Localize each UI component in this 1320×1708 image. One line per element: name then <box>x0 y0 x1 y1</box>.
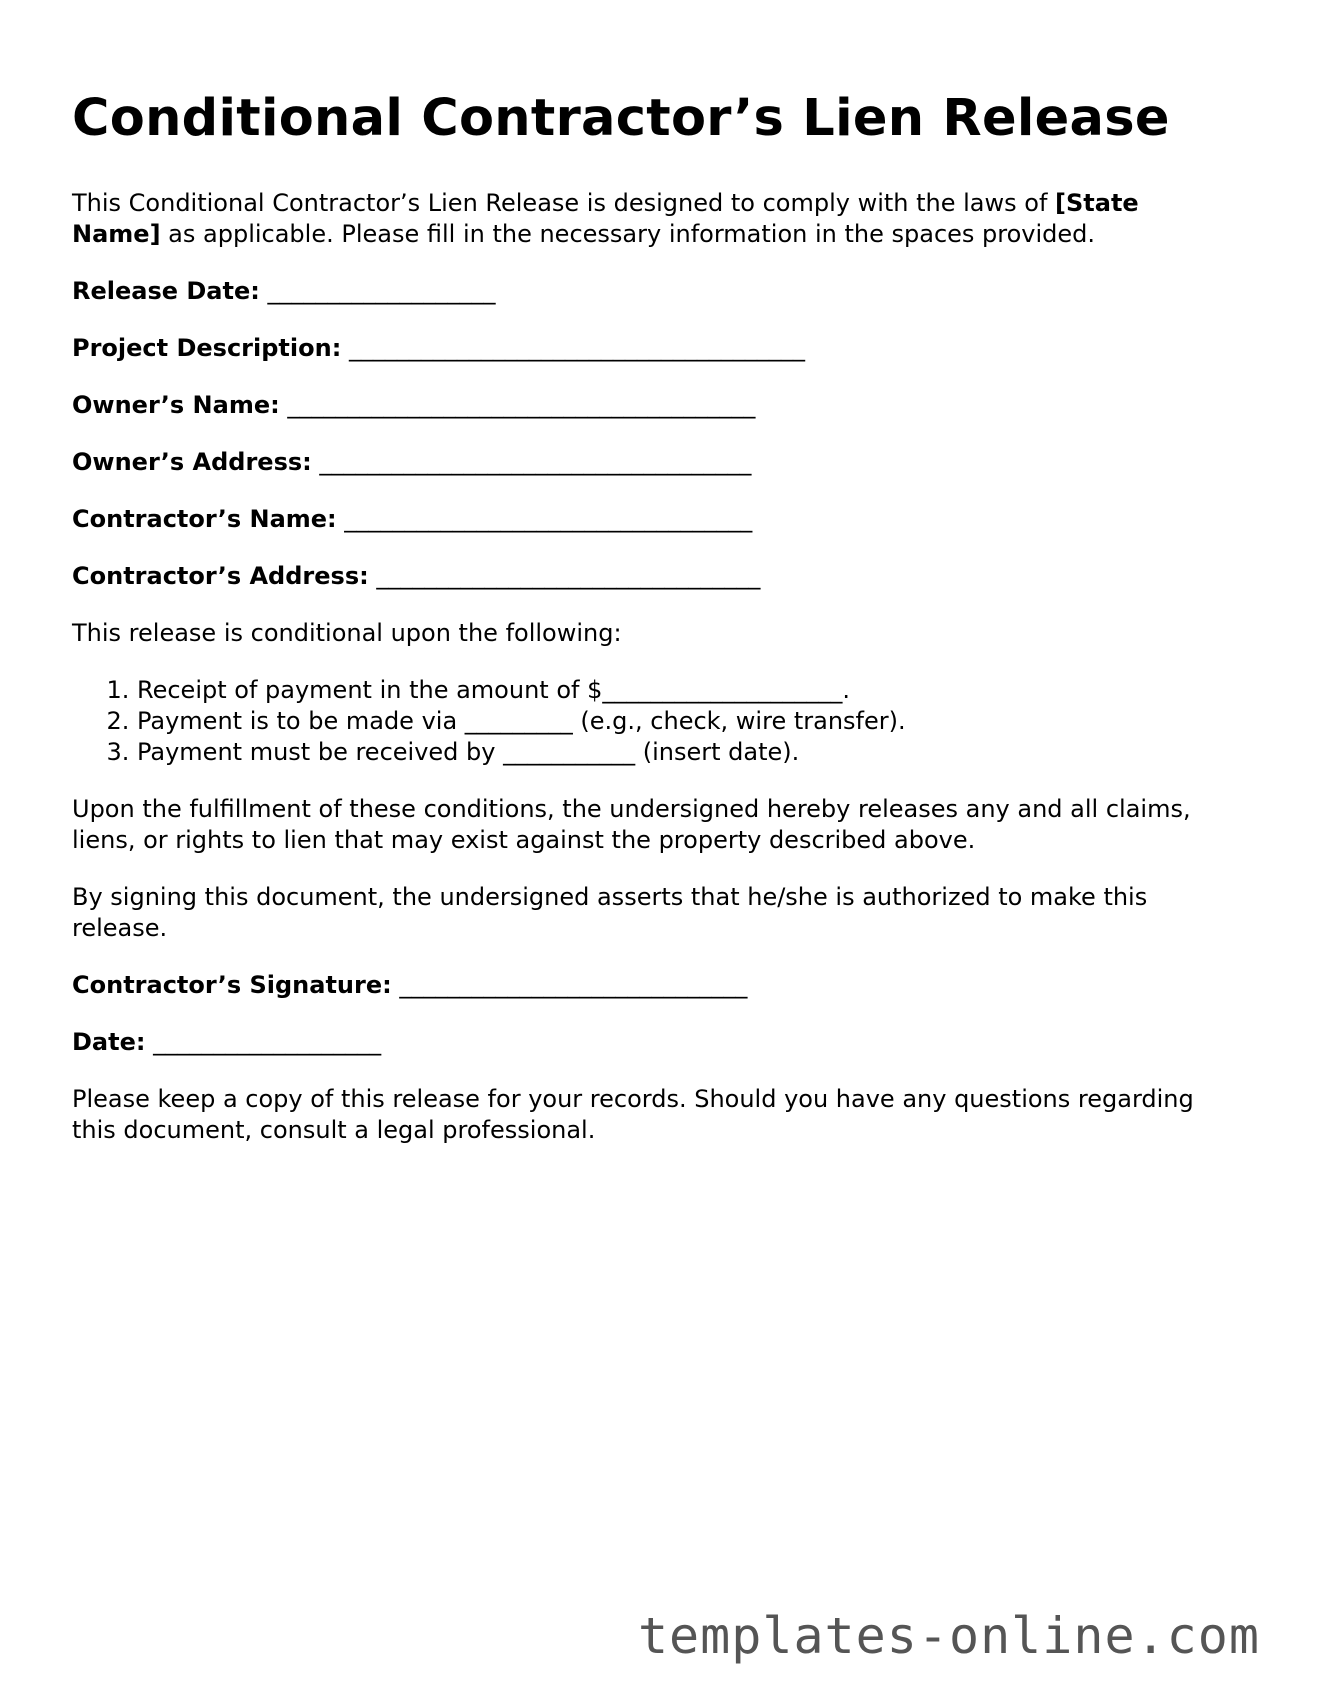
conditions-list <box>72 675 1232 768</box>
closing-paragraph: Please keep a copy of this release for your records. Should you have any questions regarding this document, consult a legal professional. <box>72 1085 1194 1144</box>
signature-date-blank: ___________________ <box>153 1028 382 1056</box>
intro-text-after: as applicable. Please fill in the necessary information in the spaces provided. <box>160 220 1096 248</box>
owner-name-field <box>72 390 1232 421</box>
authorization-paragraph: By signing this document, the undersigned asserts that he/she is authorized to make this release. <box>72 883 1148 942</box>
condition-item: 2. Payment is to be made via _________ (e.g., check, wire transfer). <box>137 706 1232 737</box>
owner-name-label: Owner’s Name: <box>72 391 280 419</box>
owner-address-blank: ____________________________________ <box>319 448 752 476</box>
signature-date-label: Date: <box>72 1028 146 1056</box>
owner-name-blank: _______________________________________ <box>287 391 756 419</box>
contractor-address-label: Contractor’s Address: <box>72 562 369 590</box>
signature-field <box>72 970 1232 1001</box>
intro-paragraph <box>72 188 1232 250</box>
condition-item: 3. Payment must be received by ___________ (insert date). <box>137 737 1232 768</box>
conditions-intro: This release is conditional upon the following: <box>72 619 622 647</box>
contractor-address-field <box>72 561 1232 592</box>
document-title: Conditional Contractor’s Lien Release <box>72 89 1170 148</box>
project-description-label: Project Description: <box>72 334 342 362</box>
project-description-field <box>72 333 1232 364</box>
document-page <box>72 88 1232 1146</box>
owner-address-field <box>72 447 1232 478</box>
contractor-name-blank: __________________________________ <box>344 505 753 533</box>
signature-label: Contractor’s Signature: <box>72 971 392 999</box>
watermark: templates-online.com <box>637 1607 1260 1665</box>
intro-text-before: This Conditional Contractor’s Lien Release is designed to comply with the laws of <box>72 189 1056 217</box>
project-description-blank: ______________________________________ <box>348 334 805 362</box>
owner-address-label: Owner’s Address: <box>72 448 312 476</box>
release-date-label: Release Date: <box>72 277 260 305</box>
release-date-blank: ___________________ <box>267 277 496 305</box>
signature-date-field <box>72 1027 1232 1058</box>
contractor-address-blank: ________________________________ <box>376 562 761 590</box>
condition-item: 1. Receipt of payment in the amount of $____________________. <box>137 675 1232 706</box>
release-paragraph: Upon the fulfillment of these conditions, the undersigned hereby releases any and all claims, liens, or rights to lien that may exist against the property described above. <box>72 795 1191 854</box>
signature-blank: _____________________________ <box>399 971 748 999</box>
release-date-field <box>72 276 1232 307</box>
state-name-placeholder: [State Name] <box>72 189 1139 248</box>
contractor-name-field <box>72 504 1232 535</box>
contractor-name-label: Contractor’s Name: <box>72 505 337 533</box>
